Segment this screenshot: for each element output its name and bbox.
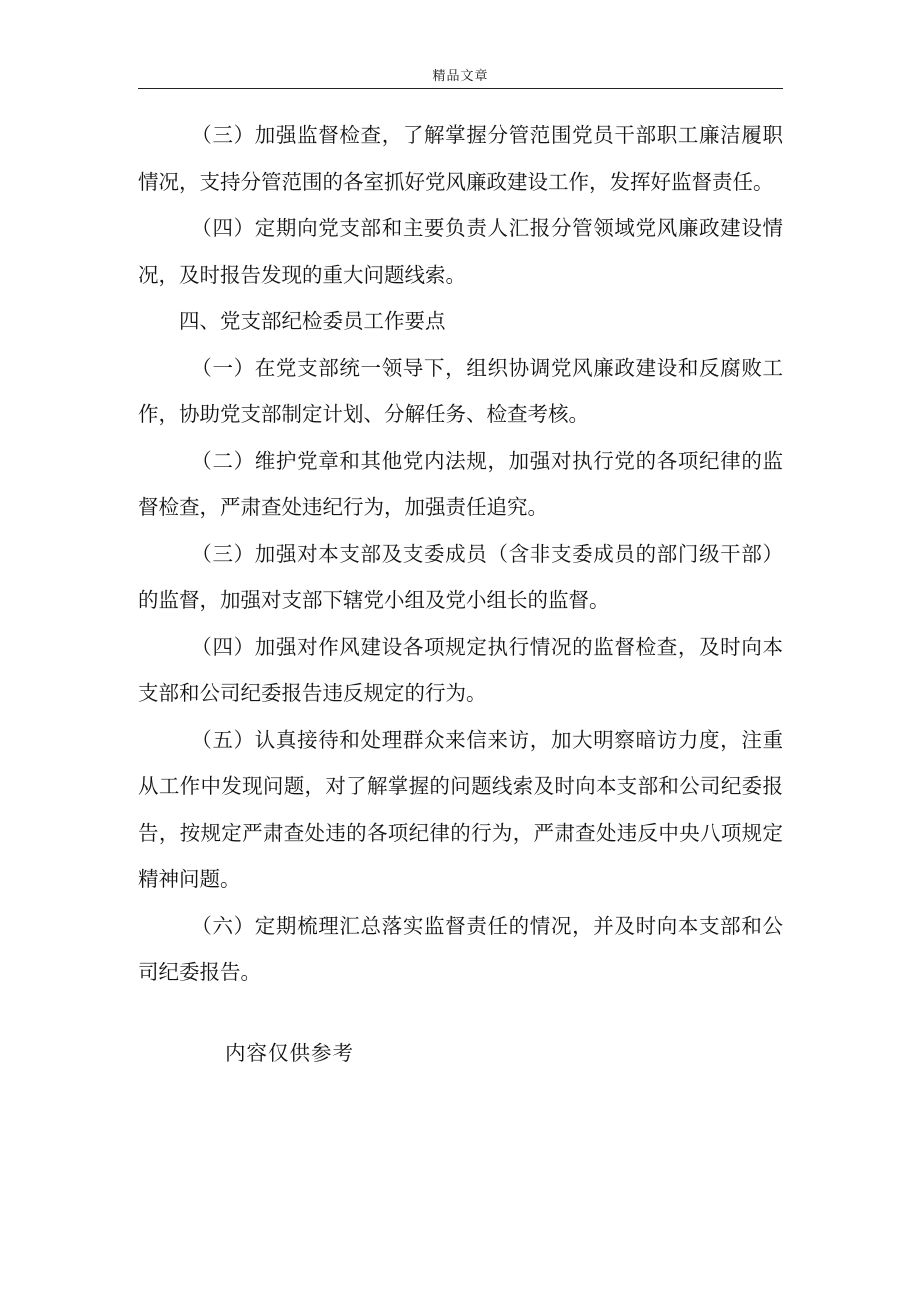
paragraph-item: （二）维护党章和其他党内法规，加强对执行党的各项纪律的监督检查，严肃查处违纪行为，加强责任追究。 — [138, 448, 783, 519]
footer-note: 内容仅供参考 — [225, 1041, 354, 1065]
paragraph-item: （三）加强监督检查，了解掌握分管范围党员干部职工廉洁履职情况，支持分管范围的各室抓好党风廉政建设工作，发挥好监督责任。 — [138, 123, 783, 194]
section-heading: 四、党支部纪检委员工作要点 — [179, 309, 446, 333]
paragraph-item: （六）定期梳理汇总落实监督责任的情况，并及时向本支部和公司纪委报告。 — [138, 913, 783, 984]
paragraph-item: （五）认真接待和处理群众来信来访，加大明察暗访力度，注重从工作中发现问题，对了解掌握的问题线索及时向本支部和公司纪委报告，按规定严肃查处违的各项纪律的行为，严肃查处违反中央八项规定精神问题。 — [138, 727, 783, 891]
header-title: 精品文章 — [432, 69, 489, 84]
paragraph-item: （一）在党支部统一领导下，组织协调党风廉政建设和反腐败工作，协助党支部制定计划、分解任务、检查考核。 — [138, 355, 783, 426]
paragraph-item: （四）加强对作风建设各项规定执行情况的监督检查，及时向本支部和公司纪委报告违反规定的行为。 — [138, 634, 783, 705]
page-header — [138, 62, 783, 89]
paragraph-item: （三）加强对本支部及支委成员（含非支委成员的部门级干部）的监督，加强对支部下辖党小组及党小组长的监督。 — [138, 541, 783, 612]
document-body — [138, 112, 783, 996]
paragraph-item: （四）定期向党支部和主要负责人汇报分管领域党风廉政建设情况，及时报告发现的重大问题线索。 — [138, 216, 783, 287]
